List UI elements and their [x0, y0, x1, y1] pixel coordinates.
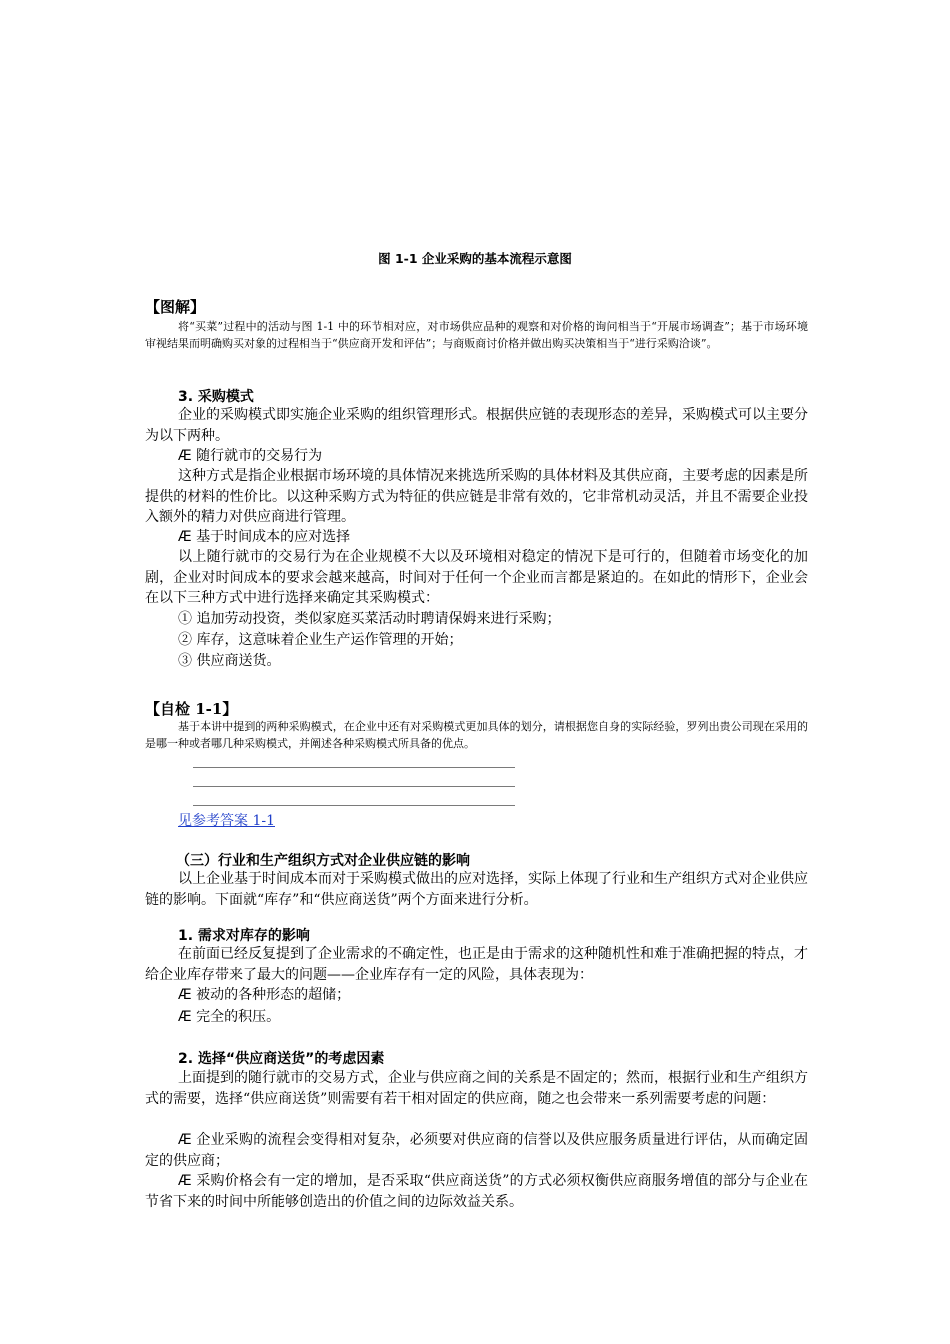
- tujie-body: 将“买菜”过程中的活动与图 1-1 中的环节相对应，对市场供应品种的观察和对价格的询问相当于“开展市场调查”；基于市场环境审视结果而明确购买对象的过程相当于“供应商开发和评估”；与商贩商讨价格并做出购买决策相当于“进行采购洽谈”。: [145, 320, 808, 350]
- answer-blank-line[interactable]: [193, 805, 515, 806]
- part3-heading: （三）行业和生产组织方式对企业供应链的影响: [176, 853, 470, 869]
- bullet-icon: Æ: [178, 1173, 192, 1189]
- option-item: ① 追加劳动投资，类似家庭买菜活动时聘请保姆来进行采购；: [178, 611, 561, 627]
- figure-caption: 图 1-1 企业采购的基本流程示意图: [378, 251, 572, 266]
- sub1-item: [178, 985, 350, 1006]
- sub1-item-text: 被动的各种形态的超储；: [196, 987, 351, 1003]
- section3-intro: 企业的采购模式即实施企业采购的组织管理形式。根据供应链的表现形态的差异，采购模式可以主要分为以下两种。: [145, 407, 808, 444]
- sub1-item-text: 完全的积压。: [196, 1009, 281, 1025]
- bullet-icon: Æ: [178, 987, 192, 1003]
- selfcheck-body: 基于本讲中提到的两种采购模式，在企业中还有对采购模式更加具体的划分，请根据您自身的实际经验，罗列出贵公司现在采用的是哪一种或者哪几种采购模式，并阐述各种采购模式所具备的优点。: [145, 720, 808, 750]
- mode2-body: 以上随行就市的交易行为在企业规模不大以及环境相对稳定的情况下是可行的，但随着市场变化的加剧，企业对时间成本的要求会越来越高，时间对于任何一个企业而言都是紧迫的。在如此的情形下，企业会在以下三种方式中进行选择来确定其采购模式：: [145, 549, 808, 606]
- mode1-line: [178, 446, 322, 467]
- bullet-icon: Æ: [178, 529, 192, 545]
- sub2-item1-text: 企业采购的流程会变得相对复杂，必须要对供应商的信誉以及供应服务质量进行评估，从而确定固定的供应商；: [145, 1132, 809, 1169]
- sub2-body: 上面提到的随行就市的交易方式，企业与供应商之间的关系是不固定的；然而，根据行业和生产组织方式的需要，选择“供应商送货”则需要有若干相对固定的供应商，随之也会带来一系列需要考虑的问题：: [145, 1070, 808, 1107]
- tujie-title: 【图解】: [145, 298, 206, 316]
- sub2-item2-text: 采购价格会有一定的增加，是否采取“供应商送货”的方式必须权衡供应商服务增值的部分与企业在节省下来的时间中所能够创造出的价值之间的边际效益关系。: [145, 1173, 809, 1210]
- sub1-heading: 1. 需求对库存的影响: [178, 928, 310, 944]
- sub2-item2: [145, 1171, 808, 1212]
- part3-body: 以上企业基于时间成本而对于采购模式做出的应对选择，实际上体现了行业和生产组织方式对企业供应链的影响。下面就“库存”和“供应商送货”两个方面来进行分析。: [145, 871, 808, 908]
- option-item: ③ 供应商送货。: [178, 653, 281, 669]
- option-item: ② 库存，这意味着企业生产运作管理的开始；: [178, 632, 463, 648]
- bullet-icon: Æ: [178, 448, 192, 464]
- mode2-line: [178, 527, 350, 548]
- mode1-label: 随行就市的交易行为: [196, 448, 323, 464]
- bullet-icon: Æ: [178, 1009, 192, 1025]
- answer-blank-line[interactable]: [193, 767, 515, 768]
- bullet-icon: Æ: [178, 1132, 192, 1148]
- sub1-body: 在前面已经反复提到了企业需求的不确定性，也正是由于需求的这种随机性和难于准确把握的特点，才给企业库存带来了最大的问题——企业库存有一定的风险，具体表现为：: [145, 946, 808, 983]
- section3-heading: 3. 采购模式: [178, 389, 254, 405]
- sub2-item1: [145, 1130, 808, 1171]
- mode1-body: 这种方式是指企业根据市场环境的具体情况来挑选所采购的具体材料及其供应商，主要考虑的因素是所提供的材料的性价比。以这种采购方式为特征的供应链是非常有效的，它非常机动灵活，并且不需要企业投入额外的精力对供应商进行管理。: [145, 468, 808, 525]
- sub2-heading: 2. 选择“供应商送货”的考虑因素: [178, 1051, 385, 1067]
- mode2-label: 基于时间成本的应对选择: [196, 529, 351, 545]
- selfcheck-title: 【自检 1-1】: [145, 700, 238, 718]
- answer-blank-line[interactable]: [193, 786, 515, 787]
- sub1-item: [178, 1007, 280, 1028]
- answer-link[interactable]: 见参考答案 1-1: [178, 813, 275, 829]
